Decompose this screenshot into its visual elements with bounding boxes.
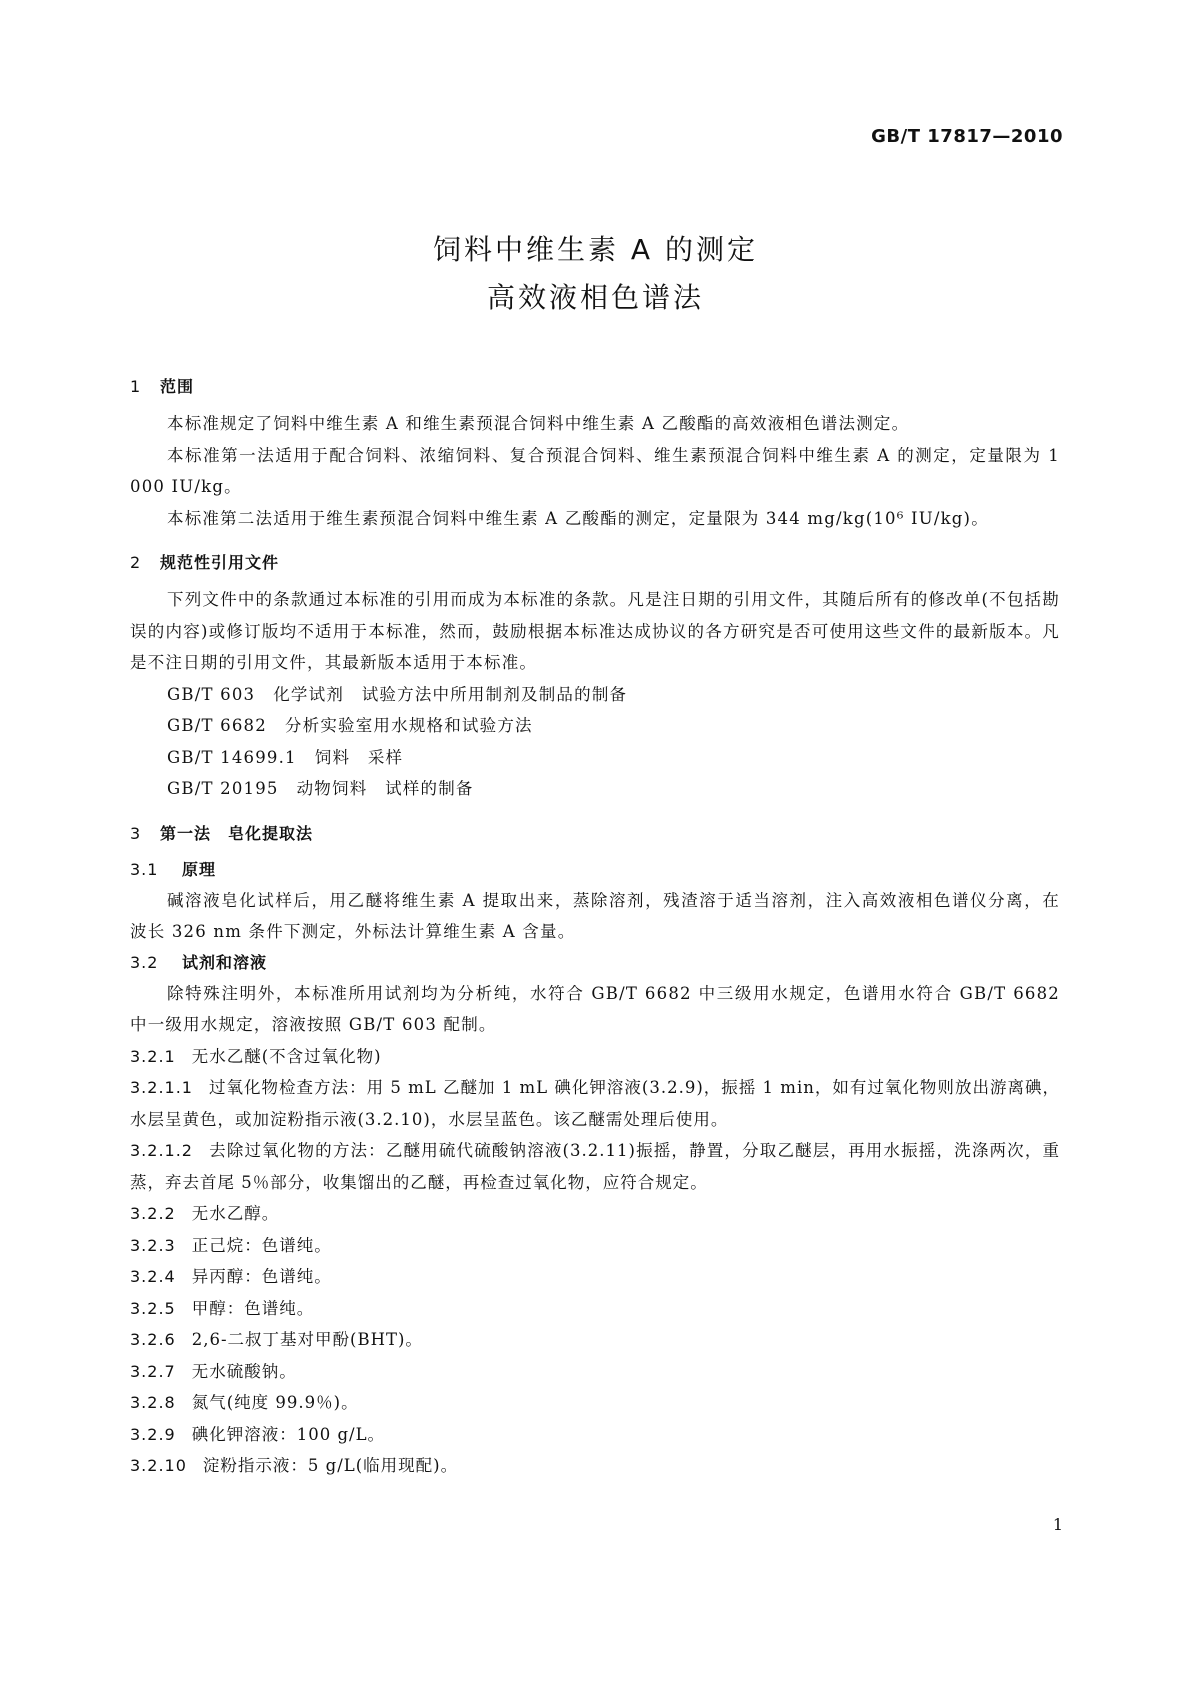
- subsection-heading-3-2: [130, 948, 1060, 978]
- clause-number: 3.2.1.1: [130, 1078, 193, 1097]
- clause-number: 3.2.5: [130, 1298, 176, 1318]
- clause-text: 淀粉指示液：5 g/L(临用现配)。: [202, 1456, 459, 1475]
- clause-item: [130, 1261, 1060, 1293]
- reference-title: 动物饲料 试样的制备: [296, 779, 474, 798]
- clause-item: [130, 1041, 1060, 1073]
- clause-number: 3.2.1.2: [130, 1141, 193, 1160]
- clause-text: 无水乙醚(不含过氧化物): [191, 1046, 382, 1066]
- clause-text: 去除过氧化物的方法：乙醚用硫代硫酸钠溶液(3.2.11)振摇，静置，分取乙醚层，再用水振摇，洗涤两次，重蒸，弃去首尾 5％部分，收集馏出的乙醚，再检查过氧化物，应符合规定。: [130, 1141, 1060, 1192]
- section-number: 3: [130, 823, 142, 843]
- clause-item: [130, 1450, 1060, 1482]
- clause-number: 3.2.8: [130, 1393, 176, 1412]
- clause-number: 3.2.7: [130, 1361, 176, 1381]
- reference-code: GB/T 14699.1: [167, 747, 297, 767]
- subsection-heading-3-1: [130, 855, 1060, 885]
- subsection-title: 试剂和溶液: [182, 952, 268, 972]
- clause-text: 正己烷：色谱纯。: [191, 1235, 332, 1255]
- clause-item: [130, 1135, 1060, 1198]
- reference-title: 化学试剂 试验方法中所用制剂及制品的制备: [273, 684, 628, 704]
- reference-code: GB/T 6682: [167, 716, 267, 735]
- clause-number: 3.2.6: [130, 1330, 176, 1349]
- clause-item: [130, 1230, 1060, 1262]
- document-title: 饲料中维生素 A 的测定: [433, 233, 758, 266]
- reference-code: GB/T 20195: [167, 779, 279, 798]
- section-number: 2: [130, 553, 142, 572]
- paragraph: 本标准规定了饲料中维生素 A 和维生素预混合饲料中维生素 A 乙酸酯的高效液相色谱法测定。: [167, 414, 910, 433]
- document-body: [130, 372, 1060, 1482]
- clause-text: 无水乙醇。: [191, 1204, 280, 1223]
- clause-number: 3.2.9: [130, 1424, 176, 1444]
- section-title: 规范性引用文件: [160, 553, 280, 572]
- clause-text: 碘化钾溶液：100 g/L。: [191, 1424, 386, 1444]
- clause-number: 3.2.1: [130, 1046, 176, 1066]
- clause-item: [130, 1293, 1060, 1325]
- section-heading-3: [130, 819, 1060, 849]
- standard-number: GB/T 17817—2010: [871, 126, 1063, 147]
- reference-code: GB/T 603: [167, 684, 256, 704]
- clause-item: [130, 1419, 1060, 1451]
- clause-number: 3.2.3: [130, 1235, 176, 1255]
- reference-item: [130, 679, 1060, 711]
- section-number: 1: [130, 377, 142, 396]
- document-subtitle: 高效液相色谱法: [486, 281, 704, 314]
- clause-number: 3.2.2: [130, 1204, 176, 1223]
- clause-item: [130, 1387, 1060, 1419]
- subsection-number: 3.2: [130, 952, 159, 972]
- section-title: 第一法 皂化提取法: [160, 823, 314, 843]
- clause-item: [130, 1198, 1060, 1230]
- subsection-number: 3.1: [130, 859, 159, 879]
- reference-item: [130, 710, 1060, 742]
- clause-text: 无水硫酸钠。: [191, 1361, 297, 1381]
- clause-text: 2,6-二叔丁基对甲酚(BHT)。: [191, 1330, 423, 1349]
- paragraph: 碱溶液皂化试样后，用乙醚将维生素 A 提取出来，蒸除溶剂，残渣溶于适当溶剂，注入高效液相色谱仪分离，在波长 326 nm 条件下测定，外标法计算维生素 A 含量。: [130, 890, 1060, 941]
- paragraph: 本标准第二法适用于维生素预混合饲料中维生素 A 乙酸酯的测定，定量限为 344 mg/kg(10⁶ IU/kg)。: [167, 508, 989, 528]
- paragraph: 下列文件中的条款通过本标准的引用而成为本标准的条款。凡是注日期的引用文件，其随后所有的修改单(不包括勘误的内容)或修订版均不适用于本标准，然而，鼓励根据本标准达成协议的各方研究是否可使用这些文件的最新版本。凡是不注日期的引用文件，其最新版本适用于本标准。: [130, 590, 1060, 672]
- reference-title: 饲料 采样: [314, 747, 404, 767]
- section-heading-1: [130, 372, 1060, 402]
- reference-item: [130, 773, 1060, 805]
- section-title: 范围: [160, 377, 195, 396]
- clause-text: 氮气(纯度 99.9％)。: [191, 1393, 359, 1412]
- reference-item: [130, 742, 1060, 774]
- clause-number: 3.2.10: [130, 1456, 187, 1475]
- clause-item: [130, 1356, 1060, 1388]
- clause-text: 异丙醇：色谱纯。: [191, 1267, 332, 1286]
- paragraph: 除特殊注明外，本标准所用试剂均为分析纯，水符合 GB/T 6682 中三级用水规定，色谱用水符合 GB/T 6682 中一级用水规定，溶液按照 GB/T 603 配制。: [130, 983, 1060, 1034]
- clause-item: [130, 1324, 1060, 1356]
- subsection-title: 原理: [182, 859, 217, 879]
- reference-title: 分析实验室用水规格和试验方法: [284, 716, 533, 735]
- page-number: 1: [1052, 1515, 1063, 1534]
- paragraph: 本标准第一法适用于配合饲料、浓缩饲料、复合预混合饲料、维生素预混合饲料中维生素 A 的测定，定量限为 1 000 IU/kg。: [130, 445, 1060, 496]
- clause-item: [130, 1072, 1060, 1135]
- section-heading-2: [130, 548, 1060, 578]
- clause-number: 3.2.4: [130, 1267, 176, 1286]
- clause-text: 过氧化物检查方法：用 5 mL 乙醚加 1 mL 碘化钾溶液(3.2.9)，振摇 1 min，如有过氧化物则放出游离碘，水层呈黄色，或加淀粉指示液(3.2.10)，水层呈蓝色。该乙醚需处理后使用。: [130, 1078, 1060, 1129]
- clause-text: 甲醇：色谱纯。: [191, 1298, 315, 1318]
